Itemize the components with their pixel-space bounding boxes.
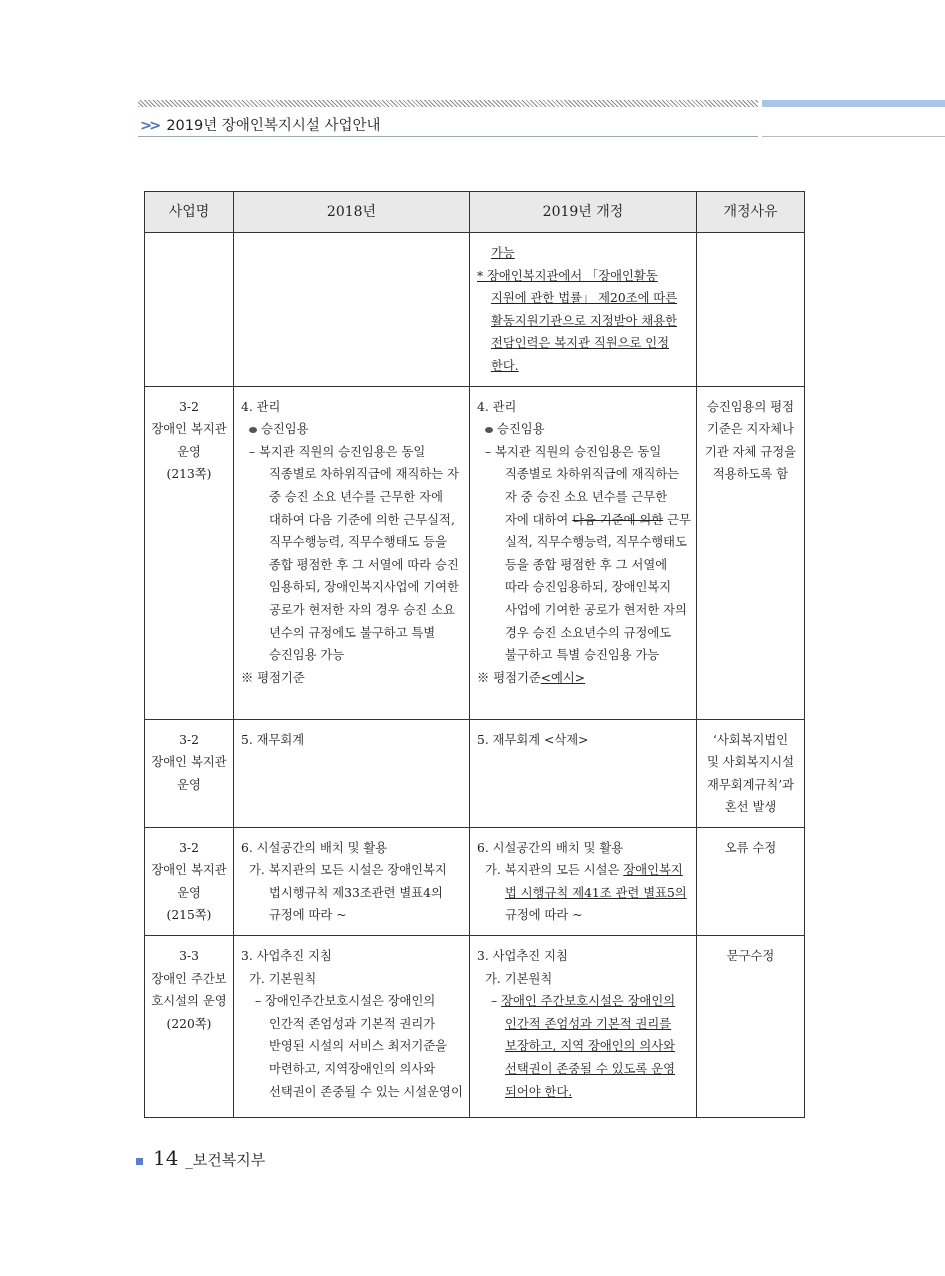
text-line: 전담인력은 복지관 직원으로 인정: [491, 336, 670, 351]
text-line: 법 시행규칙 제41조 관련 별표5의: [505, 885, 687, 900]
reason-line: 승진임용의 평점: [706, 399, 795, 414]
reason-line: 기관 자체 규정을: [705, 444, 796, 459]
program-name: 장애인 주간보: [151, 971, 227, 986]
header-pattern-band: [138, 100, 758, 107]
text-line: 직종별로 차하위직급에 재직하는 자: [269, 467, 459, 482]
table-row: [145, 827, 805, 935]
new-text-cell: [470, 827, 697, 935]
running-header-title: 2019년 장애인복지시설 사업안내: [166, 118, 381, 134]
text-line: 공로가 현저한 자의 경우 승진 소요: [269, 602, 455, 617]
text-line: 중 승진 소요 년수를 근무한 자에: [269, 489, 443, 504]
reason-line: 기준은 지자체나: [706, 422, 795, 437]
text-line: 불구하고 특별 승진임용 가능: [505, 648, 660, 663]
old-text-cell: [234, 827, 470, 935]
text-line: ※ 평점기준: [241, 670, 305, 685]
text-line: 되어야 한다.: [505, 1084, 573, 1099]
chevron-right-icon: >>: [140, 118, 159, 134]
text-span: 승진임용: [261, 422, 309, 437]
text-line: 6. 시설공간의 배치 및 활용: [477, 840, 624, 855]
column-header-program: 사업명: [145, 192, 234, 233]
footer-separator: _: [185, 1151, 193, 1169]
table-row: [145, 386, 805, 719]
text-line: 종합 평점한 후 그 서열에 따라 승진: [269, 557, 459, 572]
old-text-cell: [234, 386, 470, 719]
table-row: [145, 233, 805, 387]
program-cell: [145, 935, 234, 1117]
text-span: ※ 평점기준: [477, 670, 541, 685]
text-line: 인간적 존엄성과 기본적 권리가: [269, 1016, 436, 1031]
column-header-reason: 개정사유: [697, 192, 805, 233]
program-cell: [145, 827, 234, 935]
text-line: [477, 990, 690, 1013]
program-cell: [145, 719, 234, 827]
text-line: – 복지관 직원의 승진임용은 동일: [485, 444, 662, 459]
column-header-2019: 2019년 개정: [470, 192, 697, 233]
section-number: 3-2: [179, 732, 199, 747]
page-footer: [136, 1146, 265, 1170]
program-name: 장애인 복지관: [151, 863, 227, 878]
text-line: 보장하고, 지역 장애인의 의사와: [505, 1039, 676, 1054]
new-text-cell: [470, 386, 697, 719]
running-header: [140, 114, 381, 135]
reason-cell: [697, 935, 805, 1117]
text-line: 경우 승진 소요년수의 규정에도: [505, 625, 672, 640]
text-line: 사업에 기여한 공로가 현저한 자의: [505, 602, 687, 617]
reason-line: 재무회계규칙’과: [706, 777, 795, 792]
text-line: 따라 승진임용하되, 장애인복지: [505, 580, 672, 595]
text-line: 가능: [491, 246, 515, 260]
page-reference: (215쪽): [166, 908, 212, 923]
program-name: 운영: [177, 777, 201, 792]
text-line: 임용하되, 장애인복지사업에 기여한: [269, 580, 459, 595]
text-line: [477, 509, 690, 532]
header-rule: [138, 136, 758, 137]
text-line: 가. 기본원칙: [249, 971, 317, 986]
page-reference: (213쪽): [166, 467, 212, 482]
text-span: 승진임용: [497, 422, 545, 437]
text-line: [477, 667, 690, 690]
text-span: 가. 복지관의 모든 시설은: [485, 863, 624, 878]
text-line: 인간적 존엄성과 기본적 권리를: [505, 1016, 672, 1031]
text-line: [241, 418, 463, 441]
text-line: 한다.: [491, 358, 519, 373]
text-span: 근무: [663, 512, 691, 527]
program-name: 운영: [177, 444, 201, 459]
section-number: 3-2: [179, 840, 199, 855]
text-line: [477, 418, 690, 441]
added-text: 장애인 주간보호시설은 장애인의: [501, 994, 676, 1009]
program-name: 운영: [177, 885, 201, 900]
text-line: 4. 관리: [241, 399, 281, 414]
new-text-cell: [470, 233, 697, 387]
old-text-cell: [234, 935, 470, 1117]
text-line: 법시행규칙 제33조관련 별표4의: [269, 885, 443, 900]
text-line: 년수의 규정에도 불구하고 특별: [269, 625, 436, 640]
revision-comparison-table: [144, 191, 805, 1118]
text-span: –: [491, 994, 502, 1009]
text-line: 4. 관리: [477, 399, 517, 414]
text-line: 선택권이 존중될 수 있도록 운영: [505, 1061, 676, 1076]
text-line: 직무수행능력, 직무수행태도 등을: [269, 535, 448, 550]
text-line: * 장애인복지관에서 「장애인활동: [477, 268, 658, 283]
text-line: 5. 재무회계 <삭제>: [477, 732, 589, 747]
added-text: 장애인복지: [623, 863, 683, 878]
new-text-cell: [470, 935, 697, 1117]
text-line: 반영된 시설의 서비스 최저기준을: [269, 1039, 448, 1054]
text-line: 지원에 관한 법률」 제20조에 따른: [491, 291, 678, 306]
column-header-2018: 2018년: [234, 192, 470, 233]
text-line: [477, 859, 690, 882]
table-row: [145, 719, 805, 827]
text-line: 선택권이 존중될 수 있는 시설운영이: [269, 1084, 463, 1099]
text-line: – 복지관 직원의 승진임용은 동일: [249, 444, 426, 459]
ministry-name: 보건복지부: [192, 1151, 266, 1169]
program-name: 장애인 복지관: [151, 755, 227, 770]
text-line: 규정에 따라 ~: [269, 908, 347, 923]
added-text: <예시>: [540, 670, 586, 685]
program-cell: [145, 233, 234, 387]
text-line: 자 중 승진 소요 년수를 근무한: [505, 489, 668, 504]
text-line: 3. 사업추진 지침: [241, 948, 332, 963]
text-line: 승진임용 가능: [269, 648, 345, 663]
text-line: 마련하고, 지역장애인의 의사와: [269, 1061, 436, 1076]
text-line: 규정에 따라 ~: [505, 908, 583, 923]
reason-line: 적용하도록 함: [712, 467, 789, 482]
old-text-cell: [234, 719, 470, 827]
reason-cell: [697, 233, 805, 387]
square-bullet-icon: [136, 1158, 143, 1165]
program-name: 호시설의 운영: [151, 994, 227, 1009]
program-name: 장애인 복지관: [151, 422, 227, 437]
header-rule-right: [762, 136, 945, 137]
reason-cell: [697, 719, 805, 827]
text-line: 활동지원기관으로 지정받아 채용한: [491, 313, 677, 328]
table-row: [145, 935, 805, 1117]
program-cell: [145, 386, 234, 719]
text-line: 실적, 직무수행능력, 직무수행태도: [505, 535, 687, 550]
text-span: 자에 대하여: [505, 512, 573, 527]
deleted-text: 다음 기준에 의한: [572, 512, 664, 527]
text-line: 등을 종합 평점한 후 그 서열에: [505, 557, 668, 572]
text-line: 가. 기본원칙: [485, 971, 553, 986]
text-line: – 장애인주간보호시설은 장애인의: [255, 994, 436, 1009]
reason-line: ‘사회복지법인: [712, 732, 789, 747]
text-line: 대하여 다음 기준에 의한 근무실적,: [269, 512, 455, 527]
reason-line: 혼선 발생: [724, 800, 777, 815]
page-number: 14: [153, 1146, 179, 1170]
page-reference: (220쪽): [166, 1016, 212, 1031]
reason-cell: [697, 827, 805, 935]
reason-line: 문구수정: [726, 948, 775, 963]
text-line: 3. 사업추진 지침: [477, 948, 568, 963]
text-line: 6. 시설공간의 배치 및 활용: [241, 840, 388, 855]
text-line: 가. 복지관의 모든 시설은 장애인복지: [249, 863, 447, 878]
old-text-cell: [234, 233, 470, 387]
reason-cell: [697, 386, 805, 719]
bullet-icon: [485, 427, 493, 433]
new-text-cell: [470, 719, 697, 827]
table-header-row: [145, 192, 805, 233]
section-number: 3-3: [179, 948, 199, 963]
section-number: 3-2: [179, 399, 199, 414]
text-line: 직종별로 차하위직급에 재직하는: [505, 467, 680, 482]
reason-line: 오류 수정: [724, 840, 777, 855]
reason-line: 및 사회복지시설: [706, 755, 795, 770]
header-accent-bar: [762, 100, 945, 107]
text-line: 5. 재무회계: [241, 732, 305, 747]
bullet-icon: [249, 427, 257, 433]
